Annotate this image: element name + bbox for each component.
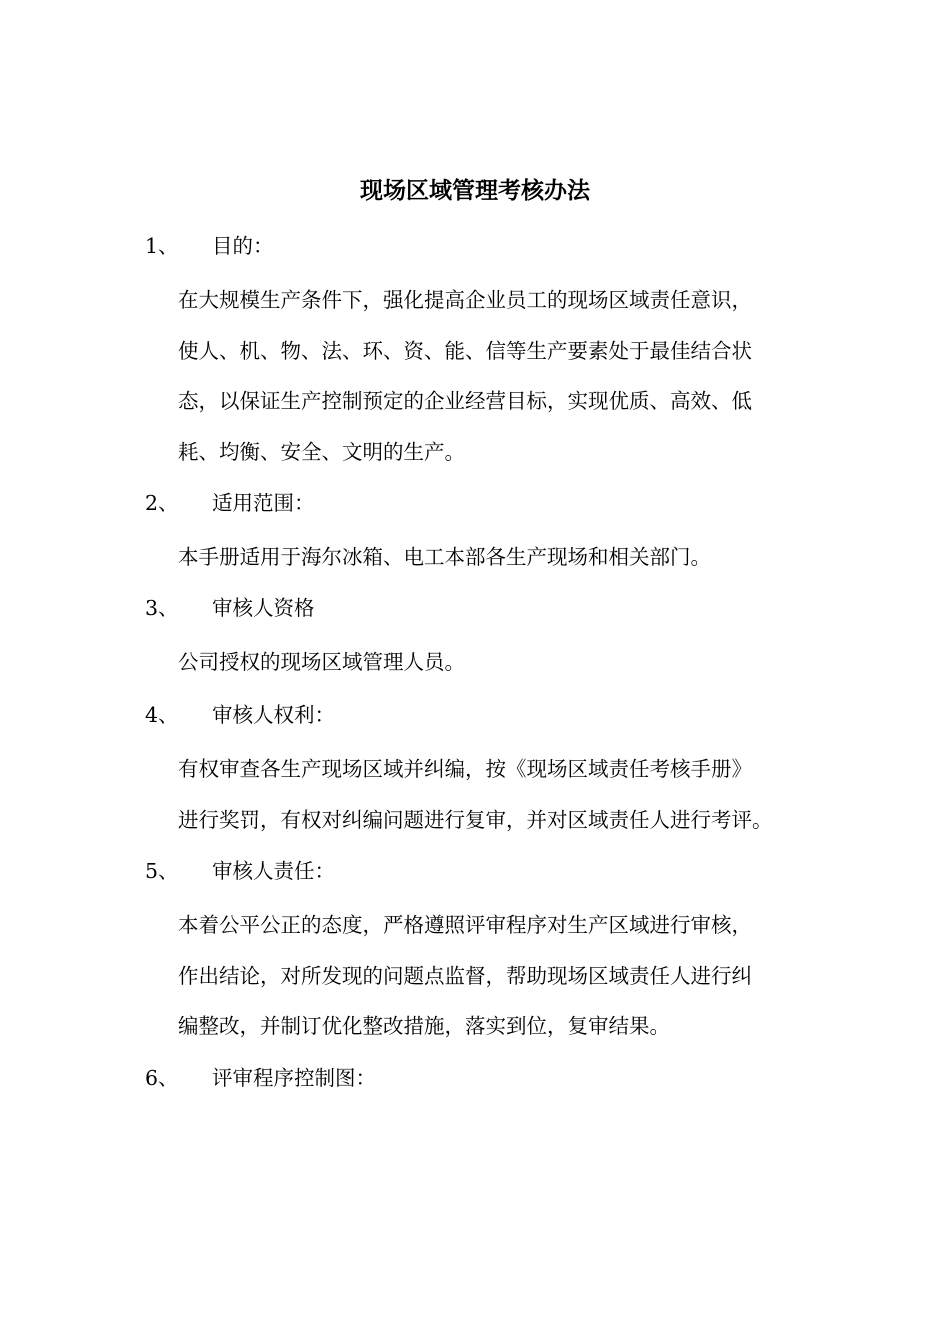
body-line: 耗、均衡、安全、文明的生产。 — [178, 439, 465, 464]
section-body-3 — [178, 637, 818, 688]
section-heading-text: 审核人权利： — [212, 703, 335, 727]
section-number: 6、 — [145, 1066, 179, 1090]
section-body-5 — [178, 900, 818, 1052]
body-line: 本着公平公正的态度，严格遵照评审程序对生产区域进行审核， — [178, 913, 752, 937]
section-body-4 — [178, 744, 818, 845]
section-heading-6 — [145, 1060, 376, 1096]
section-heading-text: 审核人资格 — [212, 596, 315, 620]
section-heading-text: 目的： — [212, 234, 274, 258]
body-line: 公司授权的现场区域管理人员。 — [178, 650, 465, 674]
section-heading-text: 评审程序控制图： — [212, 1066, 376, 1090]
body-line: 态，以保证生产控制预定的企业经营目标，实现优质、高效、低 — [178, 389, 752, 413]
section-heading-text: 适用范围： — [212, 491, 315, 515]
section-body-1 — [178, 275, 818, 477]
section-number: 2、 — [145, 491, 179, 515]
section-heading-4 — [145, 697, 335, 733]
section-heading-text: 审核人责任： — [212, 859, 335, 883]
body-line: 进行奖罚，有权对纠编问题进行复审，并对区域责任人进行考评。 — [178, 807, 773, 832]
section-heading-1 — [145, 228, 274, 264]
body-line: 作出结论，对所发现的问题点监督，帮助现场区域责任人进行纠 — [178, 963, 752, 988]
section-heading-2 — [145, 485, 315, 521]
section-number: 4、 — [145, 703, 179, 727]
body-line: 使人、机、物、法、环、资、能、信等生产要素处于最佳结合状 — [178, 338, 752, 363]
section-heading-3 — [145, 590, 315, 626]
section-number: 1、 — [145, 234, 179, 258]
body-line: 在大规模生产条件下，强化提高企业员工的现场区域责任意识， — [178, 288, 752, 312]
body-line: 本手册适用于海尔冰箱、电工本部各生产现场和相关部门。 — [178, 545, 711, 569]
section-number: 5、 — [145, 859, 179, 883]
section-number: 3、 — [145, 596, 179, 620]
document-title: 现场区域管理考核办法 — [360, 177, 590, 204]
section-body-2 — [178, 532, 818, 583]
section-heading-5 — [145, 853, 335, 889]
body-line: 有权审查各生产现场区域并纠编，按《现场区域责任考核手册》 — [178, 757, 752, 781]
body-line: 编整改，并制订优化整改措施，落实到位，复审结果。 — [178, 1014, 670, 1038]
